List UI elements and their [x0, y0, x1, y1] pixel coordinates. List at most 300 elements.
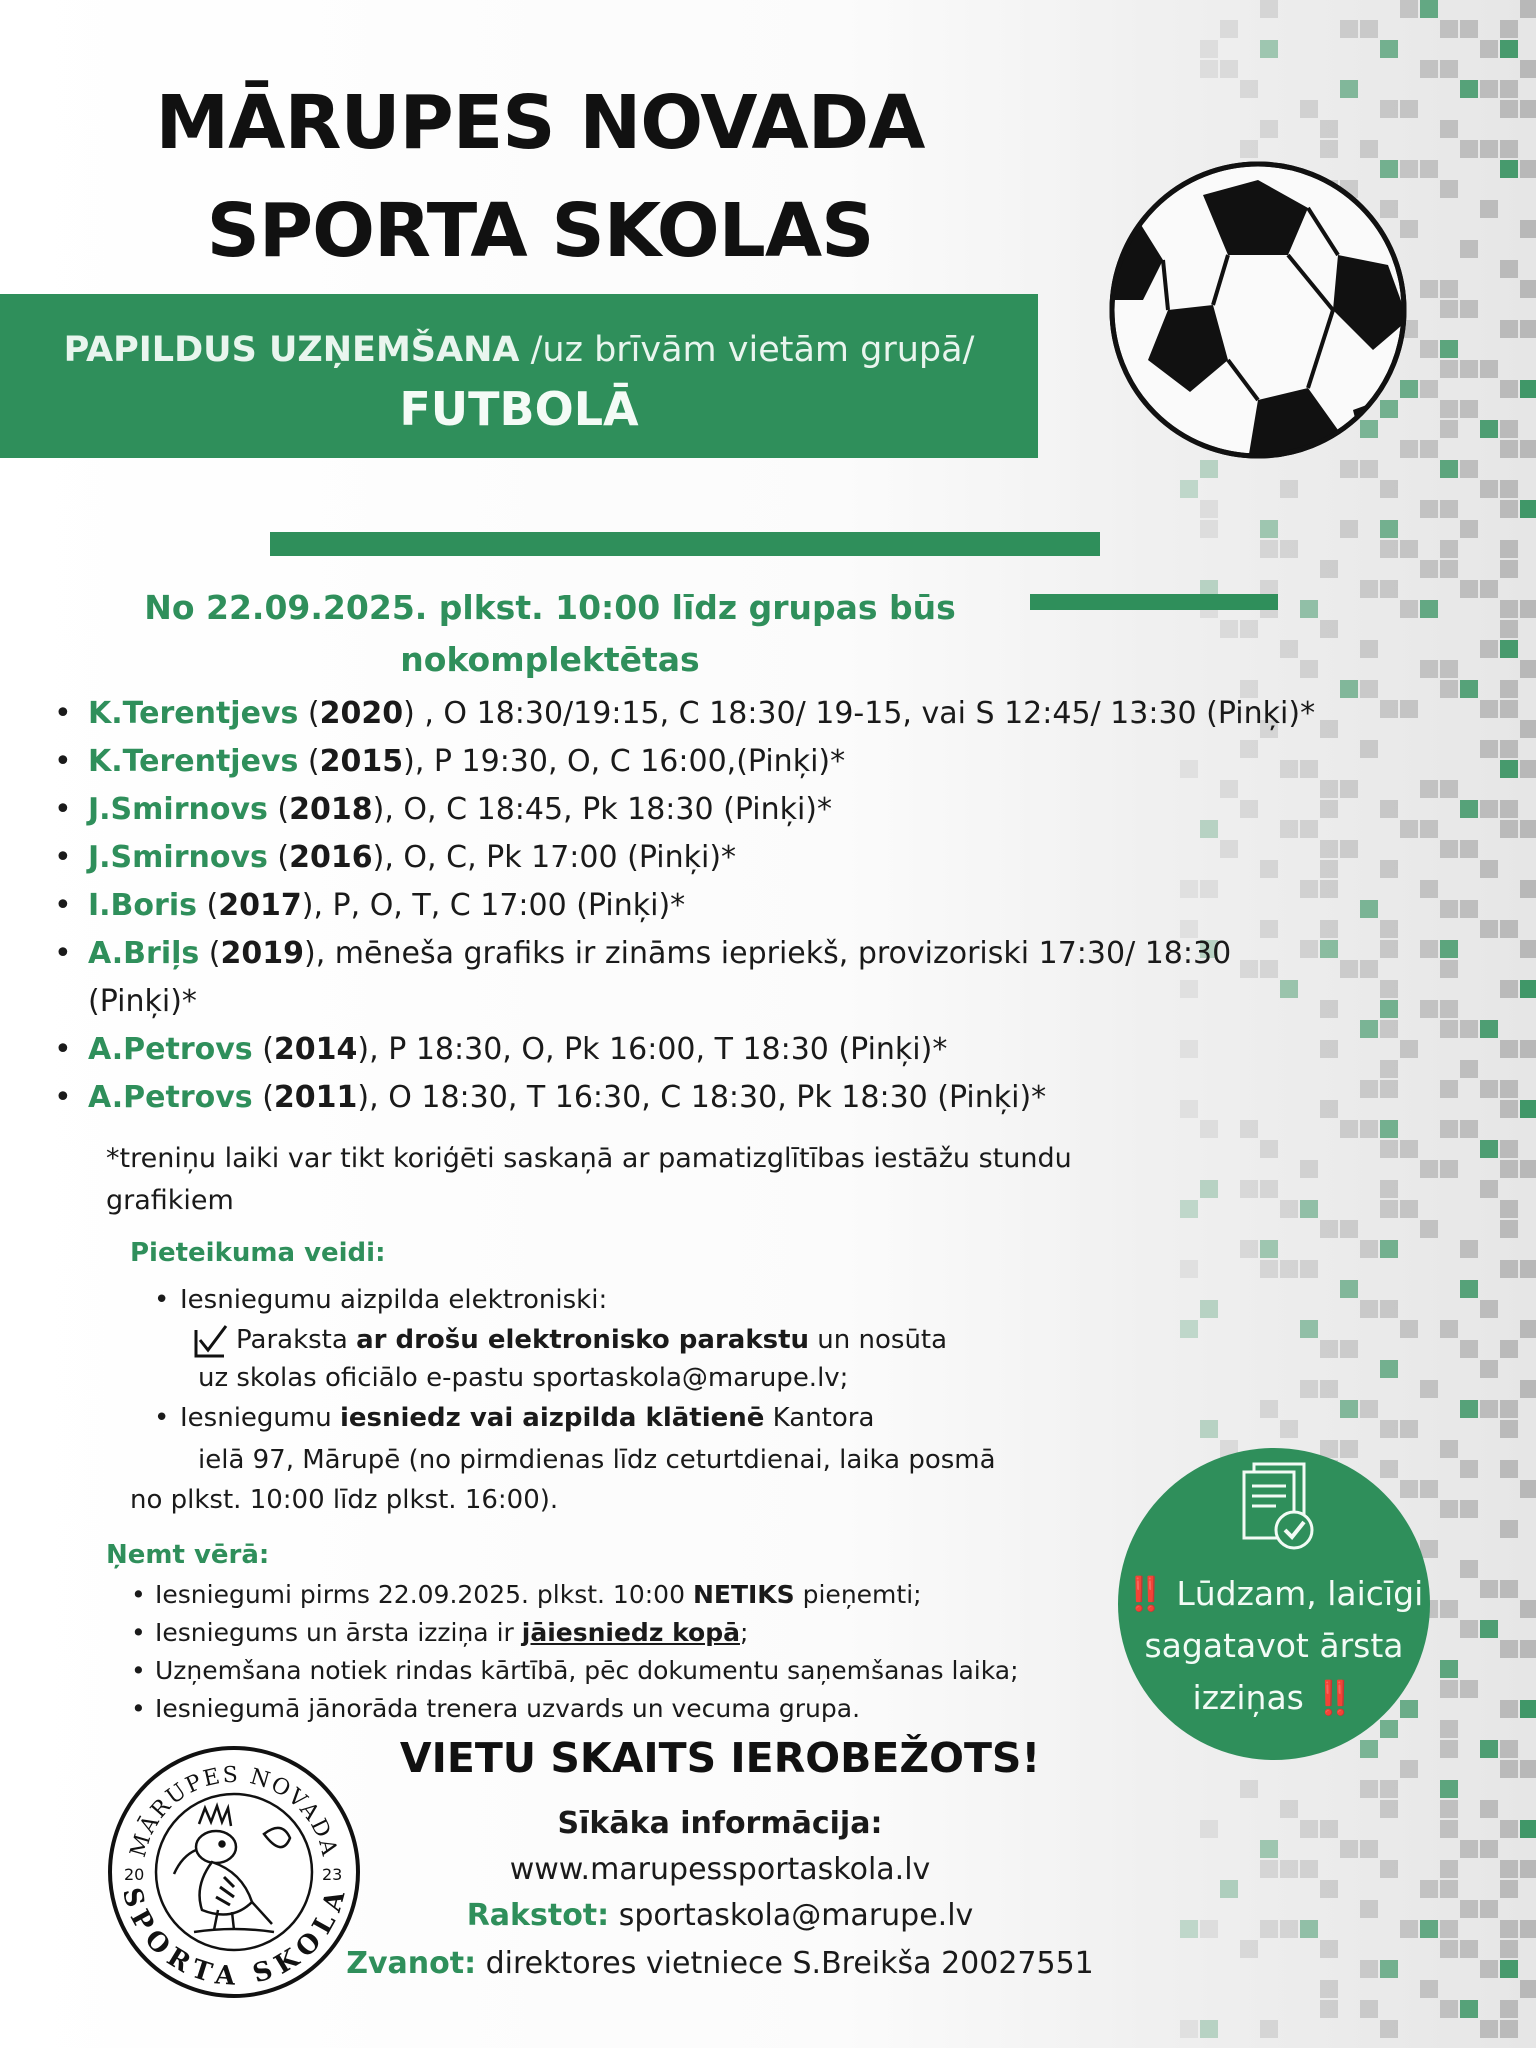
- pattern-cell: [1440, 120, 1458, 138]
- pattern-cell: [1520, 820, 1536, 838]
- pattern-cell: [1300, 1160, 1318, 1178]
- pattern-cell: [1480, 1740, 1498, 1758]
- pattern-cell: [1480, 1840, 1498, 1858]
- pattern-cell: [1480, 1900, 1498, 1918]
- pattern-cell: [1440, 780, 1458, 798]
- pattern-cell: [1240, 80, 1258, 98]
- pattern-cell: [1420, 1480, 1438, 1498]
- pattern-cell: [1520, 280, 1536, 298]
- pattern-cell: [1260, 540, 1278, 558]
- pattern-cell: [1440, 540, 1458, 558]
- pattern-cell: [1360, 20, 1378, 38]
- pattern-cell: [1460, 400, 1478, 418]
- pattern-cell: [1360, 1080, 1378, 1098]
- pattern-cell: [1520, 940, 1536, 958]
- pattern-cell: [1520, 1100, 1536, 1118]
- pattern-cell: [1500, 620, 1518, 638]
- pattern-cell: [1420, 1000, 1438, 1018]
- pattern-cell: [1380, 1360, 1398, 1378]
- pattern-cell: [1500, 600, 1518, 618]
- pattern-cell: [1300, 660, 1318, 678]
- pattern-cell: [1480, 140, 1498, 158]
- pattern-cell: [1500, 1040, 1518, 1058]
- pattern-cell: [1420, 280, 1438, 298]
- pattern-cell: [1460, 80, 1478, 98]
- schedule-footnote: *treniņu laiki var tikt koriģēti saskaņā ar pamatizglītības iestāžu stundu grafikiem: [106, 1143, 1072, 1216]
- pattern-cell: [1440, 1880, 1458, 1898]
- pattern-cell: [1520, 600, 1536, 618]
- application-address-text: ielā 97, Mārupē (no pirmdienas līdz ceturtdienai, laika posmā: [198, 1445, 996, 1475]
- pattern-cell: [1440, 1820, 1458, 1838]
- pattern-cell: [1420, 600, 1438, 618]
- pattern-cell: [1380, 480, 1398, 498]
- pattern-cell: [1500, 80, 1518, 98]
- pattern-cell: [1500, 980, 1518, 998]
- pattern-cell: [1460, 1620, 1478, 1638]
- pattern-cell: [1480, 580, 1498, 598]
- pattern-cell: [1500, 1140, 1518, 1158]
- pattern-cell: [1280, 540, 1298, 558]
- pattern-cell: [1220, 1880, 1238, 1898]
- pattern-cell: [1460, 360, 1478, 378]
- pattern-cell: [1200, 2020, 1218, 2038]
- pattern-cell: [1480, 1620, 1498, 1638]
- pattern-cell: [1320, 2000, 1338, 2018]
- pattern-cell: [1460, 1060, 1478, 1078]
- document-check-icon: [1232, 1458, 1322, 1558]
- pattern-cell: [1200, 500, 1218, 518]
- pattern-cell: [1520, 980, 1536, 998]
- group-item: • A.Briļs (2019), mēneša grafiks ir zināms iepriekš, provizoriski 17:30/ 18:30 (Pinķi)*: [40, 930, 1348, 1026]
- pattern-cell: [1440, 1440, 1458, 1458]
- pattern-cell: [1380, 1180, 1398, 1198]
- pattern-cell: [1440, 1720, 1458, 1738]
- pattern-cell: [1440, 2000, 1458, 2018]
- pattern-cell: [1480, 800, 1498, 818]
- pattern-cell: [1340, 840, 1358, 858]
- pattern-cell: [1400, 540, 1418, 558]
- pattern-cell: [1460, 300, 1478, 318]
- pattern-cell: [1460, 1500, 1478, 1518]
- pattern-cell: [1520, 1820, 1536, 1838]
- divider-bar-short: [1030, 594, 1278, 610]
- pattern-cell: [1500, 100, 1518, 118]
- pattern-cell: [1500, 1940, 1518, 1958]
- pattern-cell: [1200, 1420, 1218, 1438]
- pattern-cell: [1480, 1180, 1498, 1198]
- pattern-cell: [1380, 520, 1398, 538]
- pattern-cell: [1200, 1120, 1218, 1138]
- training-groups-list: [40, 690, 1340, 1122]
- pattern-cell: [1400, 1140, 1418, 1158]
- pattern-cell: [1300, 600, 1318, 618]
- pattern-cell: [1480, 1080, 1498, 1098]
- pattern-cell: [1380, 1860, 1398, 1878]
- page-title-line1: MĀRUPES NOVADA: [155, 80, 925, 166]
- pattern-cell: [1440, 840, 1458, 858]
- pattern-cell: [1420, 1540, 1438, 1558]
- pattern-cell: [1280, 1420, 1298, 1438]
- pattern-cell: [1440, 1160, 1458, 1178]
- pattern-cell: [1360, 1300, 1378, 1318]
- pattern-cell: [1420, 1380, 1438, 1398]
- pattern-cell: [1180, 2020, 1198, 2038]
- application-sign-text: Paraksta ar drošu elektronisko parakstu un nosūta: [236, 1325, 948, 1355]
- pattern-cell: [1500, 760, 1518, 778]
- pattern-cell: [1460, 900, 1478, 918]
- pattern-cell: [1340, 20, 1358, 38]
- pattern-cell: [1480, 2020, 1498, 2038]
- pattern-cell: [1300, 1320, 1318, 1338]
- pattern-cell: [1480, 860, 1498, 878]
- pattern-cell: [1460, 1460, 1478, 1478]
- pattern-cell: [1440, 1800, 1458, 1818]
- pattern-cell: [1500, 560, 1518, 578]
- pattern-cell: [1400, 100, 1418, 118]
- pattern-cell: [1320, 140, 1338, 158]
- pattern-cell: [1520, 1980, 1536, 1998]
- pattern-cell: [1480, 1580, 1498, 1598]
- logo-year-right: 23: [322, 1865, 343, 1884]
- pattern-cell: [1440, 1680, 1458, 1698]
- pattern-cell: [1520, 440, 1536, 458]
- pattern-cell: [1440, 1600, 1458, 1618]
- pattern-cell: [1420, 1220, 1438, 1238]
- pattern-cell: [1440, 500, 1458, 518]
- pattern-cell: [1360, 1120, 1378, 1138]
- pattern-cell: [1440, 660, 1458, 678]
- pattern-cell: [1260, 0, 1278, 18]
- pattern-cell: [1320, 1380, 1338, 1398]
- pattern-cell: [1460, 1280, 1478, 1298]
- pattern-cell: [1460, 580, 1478, 598]
- pattern-cell: [1380, 920, 1398, 938]
- pattern-cell: [1380, 580, 1398, 598]
- pattern-cell: [1380, 100, 1398, 118]
- pattern-cell: [1320, 1940, 1338, 1958]
- group-item: • J.Smirnovs (2016), O, C, Pk 17:00 (Pinķi)*: [40, 834, 1340, 882]
- pattern-cell: [1360, 140, 1378, 158]
- pattern-cell: [1240, 1180, 1258, 1198]
- pattern-cell: [1440, 420, 1458, 438]
- pattern-cell: [1280, 1800, 1298, 1818]
- pattern-cell: [1260, 1260, 1278, 1278]
- pattern-cell: [1500, 700, 1518, 718]
- pattern-cell: [1420, 820, 1438, 838]
- pattern-cell: [1520, 880, 1536, 898]
- pattern-cell: [1500, 380, 1518, 398]
- pattern-cell: [1500, 1400, 1518, 1418]
- pattern-cell: [1500, 820, 1518, 838]
- pattern-cell: [1280, 1920, 1298, 1938]
- pattern-cell: [1180, 1920, 1198, 1938]
- pattern-cell: [1520, 1320, 1536, 1338]
- pattern-cell: [1420, 1920, 1438, 1938]
- pattern-cell: [1300, 1920, 1318, 1938]
- pattern-cell: [1380, 940, 1398, 958]
- pattern-cell: [1200, 460, 1218, 478]
- pattern-cell: [1460, 1400, 1478, 1418]
- pattern-cell: [1500, 1820, 1518, 1838]
- pattern-cell: [1520, 320, 1536, 338]
- pattern-cell: [1440, 960, 1458, 978]
- pattern-cell: [1460, 1560, 1478, 1578]
- pattern-cell: [1480, 1800, 1498, 1818]
- pattern-cell: [1440, 1500, 1458, 1518]
- pattern-cell: [1480, 1960, 1498, 1978]
- soccer-ball-icon: [1108, 160, 1408, 460]
- pattern-cell: [1380, 1960, 1398, 1978]
- pattern-cell: [1280, 1860, 1298, 1878]
- pattern-cell: [1520, 660, 1536, 678]
- pattern-cell: [1260, 1140, 1278, 1158]
- contact-phone[interactable]: Zvanot: direktores vietniece S.Breikša 20027551: [346, 1946, 1094, 1981]
- pattern-cell: [1520, 500, 1536, 518]
- pattern-cell: [1440, 900, 1458, 918]
- page-title-line2: SPORTA SKOLAS: [206, 188, 874, 274]
- pattern-cell: [1460, 520, 1478, 538]
- pattern-cell: [1440, 20, 1458, 38]
- pattern-cell: [1260, 120, 1278, 138]
- pattern-cell: [1320, 1340, 1338, 1358]
- pattern-cell: [1260, 1840, 1278, 1858]
- group-item: • K.Terentjevs (2015), P 19:30, O, C 16:00,(Pinķi)*: [40, 738, 1340, 786]
- pattern-cell: [1420, 880, 1438, 898]
- group-item: • I.Boris (2017), P, O, T, C 17:00 (Pinķi)*: [40, 882, 1340, 930]
- pattern-cell: [1500, 1220, 1518, 1238]
- pattern-cell: [1400, 1420, 1418, 1438]
- pattern-cell: [1380, 40, 1398, 58]
- pattern-cell: [1480, 1300, 1498, 1318]
- pattern-cell: [1440, 60, 1458, 78]
- pattern-cell: [1520, 1920, 1536, 1938]
- pattern-cell: [1180, 480, 1198, 498]
- pattern-cell: [1400, 1760, 1418, 1778]
- pattern-cell: [1420, 940, 1438, 958]
- group-item: • A.Petrovs (2014), P 18:30, O, Pk 16:00, T 18:30 (Pinķi)*: [40, 1026, 1340, 1074]
- notice-item: • Uzņemšana notiek rindas kārtībā, pēc dokumentu saņemšanas laika;: [155, 1652, 1019, 1690]
- pattern-cell: [1500, 1740, 1518, 1758]
- pattern-cell: [1500, 640, 1518, 658]
- pattern-cell: [1400, 1200, 1418, 1218]
- pattern-cell: [1420, 380, 1438, 398]
- pattern-cell: [1360, 1840, 1378, 1858]
- pattern-cell: [1500, 40, 1518, 58]
- pattern-cell: [1520, 1860, 1536, 1878]
- pattern-cell: [1420, 60, 1438, 78]
- pattern-cell: [1500, 800, 1518, 818]
- pattern-cell: [1380, 1800, 1398, 1818]
- pattern-cell: [1320, 620, 1338, 638]
- pattern-cell: [1460, 1900, 1478, 1918]
- pattern-cell: [1300, 1200, 1318, 1218]
- pattern-cell: [1420, 440, 1438, 458]
- pattern-cell: [1460, 1840, 1478, 1858]
- pattern-cell: [1340, 1440, 1358, 1458]
- pattern-cell: [1180, 1320, 1198, 1338]
- pattern-cell: [1200, 1300, 1218, 1318]
- pattern-cell: [1440, 1020, 1458, 1038]
- pattern-cell: [1260, 1920, 1278, 1938]
- pattern-cell: [1500, 1520, 1518, 1538]
- pattern-cell: [1400, 700, 1418, 718]
- pattern-cell: [1500, 20, 1518, 38]
- pattern-cell: [1360, 1780, 1378, 1798]
- notice-heading: Ņemt vērā:: [106, 1540, 270, 1570]
- pattern-cell: [1320, 1880, 1338, 1898]
- pattern-cell: [1500, 1760, 1518, 1778]
- pattern-cell: [1440, 1740, 1458, 1758]
- application-item-onsite: • Iesniegumu iesniedz vai aizpilda klātienē Kantora: [180, 1398, 874, 1438]
- pattern-cell: [1440, 1660, 1458, 1678]
- pattern-cell: [1460, 1340, 1478, 1358]
- pattern-cell: [1500, 1580, 1518, 1598]
- pattern-cell: [1180, 1260, 1198, 1278]
- notice-item: • Iesniegums un ārsta izziņa ir jāiesniedz kopā;: [155, 1614, 1019, 1652]
- pattern-cell: [1380, 1240, 1398, 1258]
- divider-bar: [270, 532, 1100, 556]
- pattern-cell: [1520, 0, 1536, 18]
- pattern-cell: [1480, 80, 1498, 98]
- pattern-cell: [1400, 1320, 1418, 1338]
- pattern-cell: [1420, 1980, 1438, 1998]
- pattern-cell: [1260, 1180, 1278, 1198]
- pattern-cell: [1520, 1700, 1536, 1718]
- pattern-cell: [1360, 1740, 1378, 1758]
- admission-banner: [0, 294, 1038, 458]
- pattern-cell: [1380, 860, 1398, 878]
- limited-places-heading: VIETU SKAITS IEROBEŽOTS!: [399, 1734, 1041, 1782]
- pattern-cell: [1440, 1780, 1458, 1798]
- pattern-cell: [1380, 800, 1398, 818]
- pattern-cell: [1420, 660, 1438, 678]
- pattern-cell: [1520, 720, 1536, 738]
- pattern-cell: [1380, 980, 1398, 998]
- pattern-cell: [1500, 1860, 1518, 1878]
- pattern-cell: [1320, 560, 1338, 578]
- pattern-cell: [1520, 160, 1536, 178]
- pattern-cell: [1460, 800, 1478, 818]
- pattern-cell: [1360, 460, 1378, 478]
- pattern-cell: [1500, 680, 1518, 698]
- group-item: • K.Terentjevs (2020) , O 18:30/19:15, C 18:30/ 19-15, vai S 12:45/ 13:30 (Pinķi)*: [40, 690, 1388, 738]
- pattern-cell: [1380, 1300, 1398, 1318]
- pattern-cell: [1520, 100, 1536, 118]
- pattern-cell: [1260, 520, 1278, 538]
- pattern-cell: [1340, 80, 1358, 98]
- application-heading: Pieteikuma veidi:: [130, 1238, 386, 1268]
- pattern-cell: [1480, 700, 1498, 718]
- admission-period: No 22.09.2025. plkst. 10:00 līdz grupas būs nokomplektētas: [144, 588, 956, 679]
- pattern-cell: [1340, 1220, 1358, 1238]
- pattern-cell: [1400, 1040, 1418, 1058]
- pattern-cell: [1240, 1240, 1258, 1258]
- group-item: • J.Smirnovs (2018), O, C 18:45, Pk 18:30 (Pinķi)*: [40, 786, 1340, 834]
- pattern-cell: [1500, 1260, 1518, 1278]
- pattern-cell: [1280, 1260, 1298, 1278]
- website-link[interactable]: www.marupessportaskola.lv: [509, 1852, 931, 1887]
- pattern-cell: [1420, 0, 1438, 18]
- logo-year-left: 20: [124, 1865, 145, 1884]
- pattern-cell: [1520, 380, 1536, 398]
- pattern-cell: [1420, 340, 1438, 358]
- pattern-cell: [1500, 1200, 1518, 1218]
- pattern-cell: [1400, 600, 1418, 618]
- pattern-cell: [1340, 460, 1358, 478]
- pattern-cell: [1500, 140, 1518, 158]
- pattern-cell: [1440, 560, 1458, 578]
- contact-heading: Sīkāka informācija:: [557, 1806, 883, 1841]
- pattern-cell: [1520, 1260, 1536, 1278]
- pattern-cell: [1480, 640, 1498, 658]
- pattern-cell: [1500, 500, 1518, 518]
- pattern-cell: [1440, 340, 1458, 358]
- pattern-cell: [1340, 1840, 1358, 1858]
- pattern-cell: [1320, 1820, 1338, 1838]
- pattern-cell: [1360, 640, 1378, 658]
- pattern-cell: [1420, 1880, 1438, 1898]
- pattern-cell: [1500, 1340, 1518, 1358]
- pattern-cell: [1460, 20, 1478, 38]
- pattern-cell: [1460, 240, 1478, 258]
- pattern-cell: [1520, 1160, 1536, 1178]
- notice-item: • Iesniegumi pirms 22.09.2025. plkst. 10:00 NETIKS pieņemti;: [155, 1576, 1019, 1614]
- pattern-cell: [1440, 360, 1458, 378]
- pattern-cell: [1280, 1200, 1298, 1218]
- pattern-cell: [1400, 1920, 1418, 1938]
- pattern-cell: [1460, 1120, 1478, 1138]
- pattern-cell: [1460, 2000, 1478, 2018]
- pattern-cell: [1500, 1960, 1518, 1978]
- pattern-cell: [1500, 1100, 1518, 1118]
- pattern-cell: [1280, 480, 1298, 498]
- pattern-cell: [1380, 540, 1398, 558]
- contact-email[interactable]: Rakstot: sportaskola@marupe.lv: [466, 1898, 974, 1933]
- pattern-cell: [1340, 1400, 1358, 1418]
- banner-sport: FUTBOLĀ: [399, 382, 639, 436]
- pattern-cell: [1400, 820, 1418, 838]
- pattern-cell: [1500, 2020, 1518, 2038]
- pattern-cell: [1220, 620, 1238, 638]
- pattern-cell: [1280, 640, 1298, 658]
- pattern-cell: [1440, 940, 1458, 958]
- pattern-cell: [1260, 1860, 1278, 1878]
- pattern-cell: [1400, 0, 1418, 18]
- pattern-cell: [1220, 20, 1238, 38]
- pattern-cell: [1360, 960, 1378, 978]
- pattern-cell: [1520, 1600, 1536, 1618]
- pattern-cell: [1320, 1980, 1338, 1998]
- notice-item: • Iesniegumā jānorāda trenera uzvards un vecuma grupa.: [155, 1690, 1019, 1728]
- pattern-cell: [1480, 420, 1498, 438]
- application-item-online: • Iesniegumu aizpilda elektroniski:: [180, 1280, 607, 1320]
- pattern-cell: [1500, 1080, 1518, 1098]
- pattern-cell: [1500, 1460, 1518, 1478]
- pattern-cell: [1440, 280, 1458, 298]
- pattern-cell: [1380, 2020, 1398, 2038]
- pattern-cell: [1440, 300, 1458, 318]
- pattern-cell: [1260, 1400, 1278, 1418]
- pattern-cell: [1340, 1120, 1358, 1138]
- pattern-cell: [1360, 1960, 1378, 1978]
- pattern-cell: [1380, 1420, 1398, 1438]
- pattern-cell: [1380, 1000, 1398, 1018]
- pattern-cell: [1340, 1280, 1358, 1298]
- pattern-cell: [1500, 2000, 1518, 2018]
- pattern-cell: [1360, 900, 1378, 918]
- pattern-cell: [1500, 540, 1518, 558]
- pattern-cell: [1300, 1380, 1318, 1398]
